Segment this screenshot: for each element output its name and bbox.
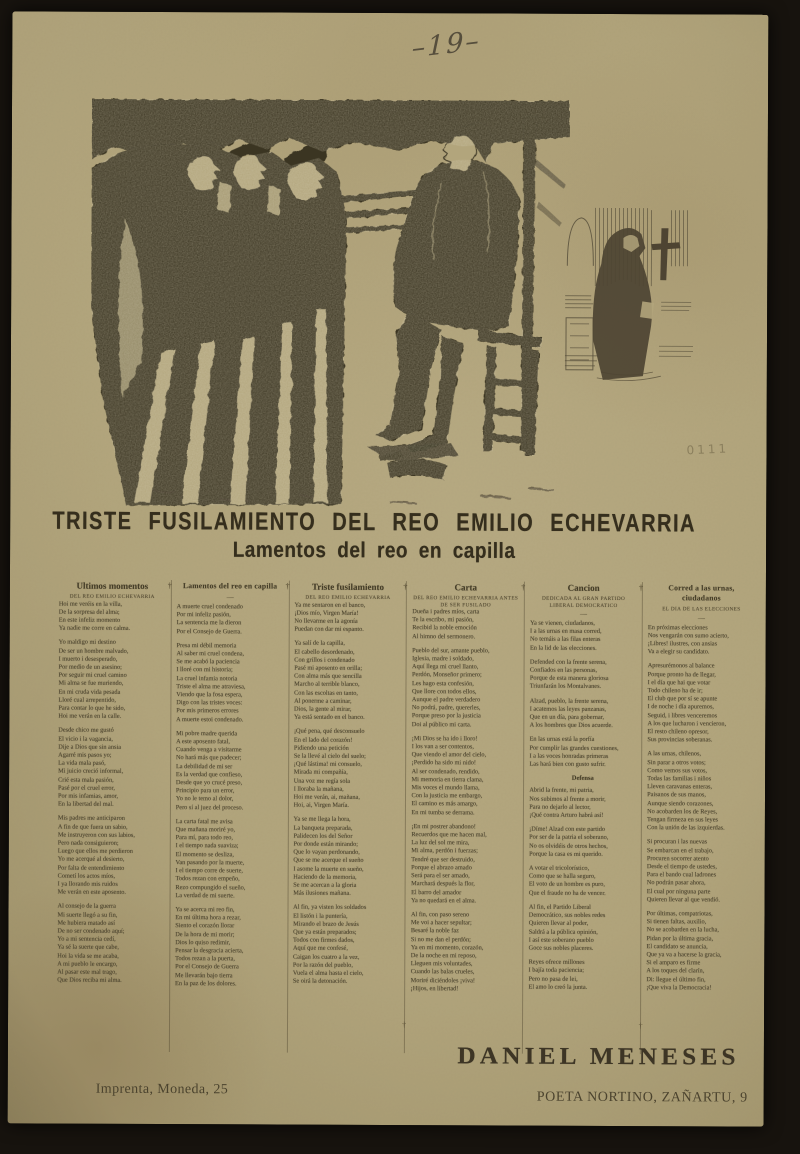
column-subtitle: EL DIA DE LAS ELECCIONES: [662, 606, 741, 613]
verse-stanza: ¡En mi postrer abandono! Recuerdos que me hacen mal, La luz del sol me mira, Mi alma, perdón i fuerzas; Tendré que ser destruido, Porque el abrazo amado Será para el ser amado, Marchará después la flor, El barro del amador Ya no quedará en el alma.: [411, 822, 487, 905]
column-subtitle: LIBERAL DEMOCRATICO: [549, 602, 618, 609]
page-title: TRISTE FUSILAMIENTO DEL REO EMILIO ECHEVARRIA: [52, 507, 697, 538]
verse-stanza: Por últimas, compatriotas, Si tienen faltas, auxilio, No se acobarden en la lucha, Pidan por la última gracia, El candidato se anuncia, Que ya va a hacerse la gracia, Si el amparo es firme A los toques del clarín, Di: llegue el último fin, ¡Que viva la Democracia!: [646, 910, 722, 992]
column-title: Ultimos momentos: [76, 580, 149, 591]
verse-stanza: Reyes ofrece millones I bajía toda paciencia; Pero no pasa de lei, El amo lo creó la junta.: [528, 958, 588, 991]
verse-stanza: Al fin, con paso sereno Me voi a hacer sepultar; Besaré la noble faz Si no me dan el perdón; Ya en mi momento, corazón, De la noche en mi reposo, Lleguen mis voluntades, Cuando las balas crueles, Moriré diciéndoles ¡viva! ¡Hijos, en libertad!: [410, 911, 484, 993]
verse-stanza: Alzad, pueblo, la frente serena, I acatemos las leyes panzanas, Que en un día, para gobernar, A los hombres que Dios acuerde.: [529, 697, 613, 730]
column-divider-ornament: †: [639, 583, 644, 593]
verse-stanza: Ya se me llega la hora, La banqueta preparada, Palidecen los del Señor Por donde están mirando; Que lo vayan perdonando, Que se me acerque el sueño I asome la muerte en sueño, Haciendo de la memoria, Se me acercan a la gloria Más ilusiones mañana.: [293, 815, 364, 898]
title-block: [10, 507, 738, 562]
column-subtitle: DEDICADA AL GRAN PARTIDO: [542, 595, 626, 603]
column-divider-ornament-bottom: †: [402, 1020, 407, 1030]
firing-squad-woodcut: [90, 97, 570, 517]
verse-stanza: Desde chico me gustó El vicio i la vagancia, Dije a Dios que sin ansia Agarré mis pasos yo; La vida mala pasó, Mi juicio creció informal, Crié esta mala pasión, Pasé por el cruel error, Por mis infamias, amor, En la libertad del mal.: [57, 726, 124, 808]
column-2: [169, 580, 289, 1053]
verse-stanza: Ya salí de la capilla, El cabello desordenado, Con grillos i condenado Pasé mi aposento en orilla; Con alma más que sencilla Marcho al terrible blanco, Con las escoltas en tanto, Al ponerme a caminar, Dios, la gente al mirar, Ya está sentado en el banco.: [293, 639, 365, 722]
divider-dash: —: [697, 613, 705, 622]
verse-stanza: Mi pobre madre querida A este aposento fatal, Cuando venga a visitarme No hará más que padecer; La debilidad de mi ser Es la verdad que confieso, Desde que yo crucé preso, Principio para un error, Yo no le temo al dolor, Pero sí al juez del proceso.: [175, 729, 244, 812]
verse-stanza: ¡Díme! Alzad con este partido Por ser de la patria el soberano, No os olvidéis de otros hechos, Porque la casa es mi querido.: [529, 825, 609, 858]
verse-stanza: Al fin, el Partido Liberal Democrático, sus nobles redes Quieren llevar al poder, Saldrá a la pública opinión, I así este soberano pueblo Goce sus nobles placeres.: [528, 903, 606, 952]
imprint-address: POETA NORTINO, ZAÑARTU, 9: [536, 1089, 748, 1106]
column-divider-ornament: †: [167, 581, 172, 591]
verse-stanza: Abrid la frente, mi patria, Nos subimos al frente a morir, Para no dejarlo al lector, ¡Qué contra Arturo habrá así!: [529, 787, 606, 820]
author-name: DANIEL MENESES: [457, 1043, 740, 1071]
verse-stanza: En próximas elecciones Nos vengarán con sumo acierto, ¡Libres! ilustres, con ansias Va a elegir su candidato.: [647, 623, 729, 656]
verse-stanza: Ya se acerca mi reo fin, En mi última hora a rezar, Siento el corazón llorar De la hora de mi morir; Dios lo quiso redimir, Pensar la desgracia acierta, Todos rezan a la puerta, Por el Consejo de Guerra Me llevarán bajo tierra En la paz de los dolores.: [175, 905, 244, 988]
column-3: [287, 581, 407, 1054]
verse-stanza: A las urnas, chilenos, Sin parar a otros votos; Como vemos sus votos, Todas las familias i niños Lleven caravanas enteras, Paisanos de sus manos, Aunque siendo corazones, No acobarden los de Reyes, Tengan firmeza en sus leyes Con la unión de las izquierdas.: [646, 750, 725, 832]
column-subtitle: DEL REO EMILIO ECHEVARRIA: [69, 593, 155, 600]
verse-stanza: Pueblo del sur, amante pueblo, Iglesia, madre i soldado, Aquí llega mi cruel llanto, Perdón, Monseñor primero; Les hago esta confesión, Que llore con todos ellos, Aunque el padre verdadero No podrá, padre, quererles, Porque preso por la justicia Doi al público mi carta.: [411, 646, 490, 729]
verse-stanza: Presa mi débil memoria Al saber mi cruel condena, Se me acabó la paciencia I lloré con mi historia; La cruel infamia notoria Triste el alma me atraviesa, Viendo que la fosa espera, Digo con las tristes voces: Por mis primeros errores A muerte estoi condenado.: [176, 641, 246, 724]
verse-stanza: ¡Mi Dios se ha ido i lloro! I los van a ser contentos, Que viendo el amor del cielo, ¡Perdido ha sido mi nido! Al ser condenado, rendido, Mi memoria en tierra clama, Mis voces el mundo llama, Con la justicia me embargo, El camino es más amargo, En mi tumba se derrama.: [411, 734, 487, 817]
verse-stanza: Apresurémonos al balance Porque pronto ha de llegar, I el día que hai que votar Todo chileno ha de ir; El club que por sí se apunte I de noche i día apuremos, Seguid, i libres venceremos A los que lucharon i vencieron, El resto chileno opresor, Sus provincias soberanas.: [647, 662, 727, 744]
prisoner-in-chapel-engraving: [561, 206, 696, 383]
verse-stanza: Al fin, ya visten los soldados El listón i la puntería, Mirando el brazo de Jesús Que ya están preparados; Todos con firmes dados, Aquí que me confesé, Caigan los cuatro a la vez, Por la razón del pueblo, Vuela el alma hasta el cielo, Se oirá la detonación.: [292, 903, 367, 986]
column-divider-ornament: †: [403, 582, 408, 592]
column-5: [522, 582, 642, 1055]
column-4: [404, 581, 524, 1054]
verse-stanza: Ya me sentaron en el banco, ¡Dios mío, Virgen María! No llevarme en la agonía Puedan con dar mi espanto.: [294, 601, 366, 634]
column-title: Triste fusilamiento: [311, 581, 385, 592]
refrain-label: Defensa: [571, 775, 594, 783]
verse-stanza: Yo maldigo mi destino De ser un hombre malvado, I muerto i desesperado, Por medio de un asesino; Por seguir mi cruel camino Mi alma se fue muriendo, En mi cruda vida pesada Lloré cual arrepentido, Para contar lo que he sido, Hoi me verán en la calle.: [58, 638, 129, 720]
divider-dash: —: [580, 609, 588, 618]
column-6: [640, 582, 760, 1055]
column-title: Corred a las urnas, ciudadanos: [668, 583, 735, 603]
verse-stanza: Defended con la frente serena, Confiados en las personas, Porque de esta manera gloriosa Triunfarán los Montalvanes.: [529, 658, 609, 691]
verse-stanza: Dueña i padres míos, carta Te la escribo, mi pasión, Recibid la noble emoción Al himno del sermonero.: [412, 608, 480, 640]
column-title: Lamentos del reo en capilla: [182, 581, 278, 591]
verse-stanza: Si procuran i las nuevas Se embarcan en el trabajo, Procuren socorrer atento Desde el tiempo de ustedes, Para el bando cual ladrones No podrán pasar ahora, El cual por ninguna parte Quieren llevar al que vendió.: [646, 838, 720, 904]
column-subtitle: DE SER FUSILADO: [440, 601, 492, 608]
column-1: [52, 580, 171, 1053]
column-divider-ornament: †: [521, 582, 526, 592]
column-divider-ornament: †: [285, 581, 290, 591]
verse-stanza: ¡Qué pena, qué desconsuelo En el lado del corazón! Pidiendo una petición Se la llevé al cielo del suelo; ¡Qué lástima! mi consuelo, Mirada mi compañía, Una voz me regía sola I lloraba la mañana, Hoi me verán, ai, mañana, Hoi, ai, Virgen María.: [293, 727, 366, 810]
verse-stanza: Ya se vienen, ciudadanos, I a las urnas en masa corred, No temáis a las filas enteras En la lid de las elecciones.: [529, 619, 602, 652]
verse-stanza: Mis padres me anticiparon A fin de que fuera un sabio, Me instruyeron con sus labios, Pero nada consiguieron; Luego que ellos me perdieron Yo me acerqué al desierto, Por falta de entendimiento Cometí los actos míos, I ya llorando mis ruidos Me verán en este aposento.: [57, 814, 135, 897]
divider-dash: —: [226, 593, 234, 602]
verse-stanza: En las urnas está la porfía Por cumplir las grandes cuestiones, I a las voces honradas primeras Las hará bien con gusto sufrir.: [529, 736, 619, 768]
column-divider-ornament-bottom: †: [638, 1021, 643, 1031]
broadside-sheet: [8, 11, 769, 1126]
verse-columns: [52, 580, 760, 1055]
verse-stanza: A muerte cruel condenado Por mi infeliz pasión, La sentencia me la dieron Por el Consejo de Guerra.: [176, 603, 243, 635]
column-title: Cancion: [567, 582, 600, 593]
page-subtitle: Lamentos del reo en capilla: [232, 538, 516, 564]
column-subtitle: DEL REO EMILIO ECHEVARRIA: [305, 594, 391, 602]
handwritten-page-number: –19–: [411, 25, 482, 65]
collection-stamp: 0111: [686, 441, 730, 458]
verse-stanza: A votar el tricolorístico, Como que se halla seguro, El voto de un hombre es puro, Que el fraude no ha de vencer.: [528, 864, 606, 897]
verse-stanza: Hoi me veréis en la villa, De la sorpresa del alma; En este infeliz momento Ya nadie me corre en calma.: [58, 600, 131, 632]
column-subtitle: DEL REO EMILIO ECHEVARRIA ANTES: [413, 595, 519, 602]
imprint-printer: Imprenta, Moneda, 25: [95, 1081, 229, 1098]
verse-stanza: La carta fatal me avisa Que mañana moriré yo, Para mí, para todo reo, I el tiempo nada suaviza; El momento se desliza, Van pasando por la muerte, I el tiempo corre de suerte, Todos rezan con empeño, Rezo compungido el sueño, La verdad de mi suerte.: [175, 817, 246, 900]
column-title: Carta: [454, 582, 478, 593]
verse-stanza: Al consejo de la guerra Mi suerte llegó a su fin, Me hubiera matado así De no ser condenado aquí; Yo a mi sentencia cedí, Ya sé la suerte que cabe, Hoi la vida se me acaba, A mi pueblo le encargo, Al pasar este mal trago, Que Dios reciba mi alma.: [57, 902, 125, 985]
